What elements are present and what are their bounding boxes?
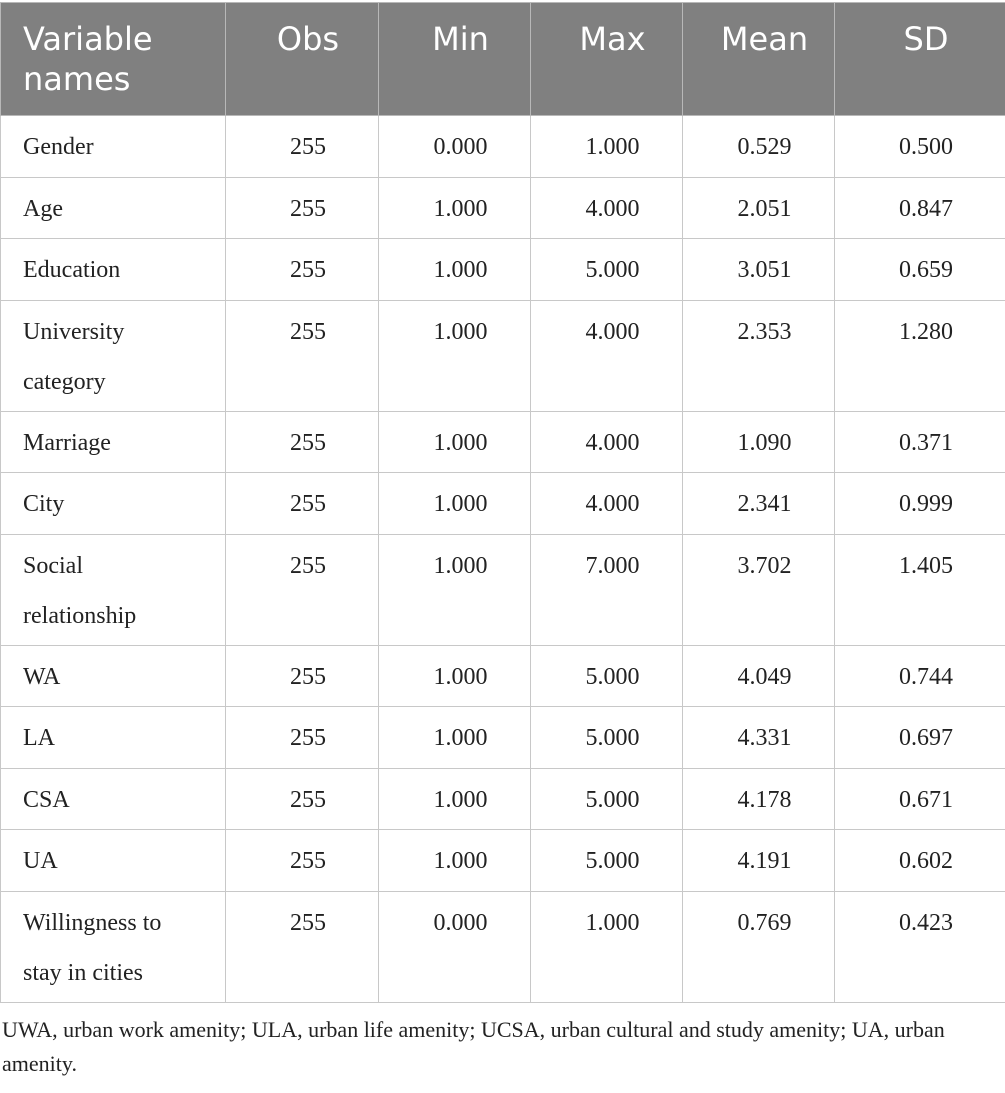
cell-obs: 255 [226, 645, 379, 707]
cell-mean: 2.353 [683, 300, 835, 411]
table-row [1, 473, 1005, 535]
cell-sd: 0.371 [835, 411, 1005, 473]
cell-obs: 255 [226, 473, 379, 535]
cell-obs: 255 [226, 830, 379, 892]
table-row [1, 707, 1005, 769]
table-row [1, 411, 1005, 473]
cell-obs: 255 [226, 411, 379, 473]
cell-min: 1.000 [379, 534, 531, 645]
cell-min: 1.000 [379, 473, 531, 535]
cell-min: 1.000 [379, 768, 531, 830]
cell-name: Education [1, 239, 226, 301]
cell-name: City [1, 473, 226, 535]
header-sd: SD [835, 3, 1005, 116]
header-min: Min [379, 3, 531, 116]
cell-min: 1.000 [379, 300, 531, 411]
cell-max: 5.000 [531, 645, 683, 707]
header-mean: Mean [683, 3, 835, 116]
cell-mean: 4.178 [683, 768, 835, 830]
cell-name: Willingness to stay in cities [1, 891, 226, 1002]
header-max: Max [531, 3, 683, 116]
header-row [1, 3, 1005, 116]
cell-name: WA [1, 645, 226, 707]
cell-mean: 4.049 [683, 645, 835, 707]
cell-max: 5.000 [531, 239, 683, 301]
cell-name: UA [1, 830, 226, 892]
cell-mean: 3.051 [683, 239, 835, 301]
cell-name: Social relationship [1, 534, 226, 645]
header-variable-names: Variable names [1, 3, 226, 116]
cell-min: 1.000 [379, 411, 531, 473]
cell-min: 1.000 [379, 177, 531, 239]
cell-sd: 0.671 [835, 768, 1005, 830]
cell-mean: 2.341 [683, 473, 835, 535]
table-row [1, 830, 1005, 892]
cell-sd: 0.602 [835, 830, 1005, 892]
cell-obs: 255 [226, 300, 379, 411]
cell-name: Age [1, 177, 226, 239]
cell-mean: 2.051 [683, 177, 835, 239]
cell-obs: 255 [226, 891, 379, 1002]
cell-mean: 0.529 [683, 116, 835, 178]
cell-sd: 0.999 [835, 473, 1005, 535]
table-row [1, 891, 1005, 1002]
cell-min: 1.000 [379, 239, 531, 301]
cell-max: 5.000 [531, 707, 683, 769]
cell-min: 0.000 [379, 891, 531, 1002]
cell-max: 4.000 [531, 473, 683, 535]
cell-obs: 255 [226, 239, 379, 301]
cell-max: 1.000 [531, 891, 683, 1002]
table-row [1, 239, 1005, 301]
cell-sd: 0.744 [835, 645, 1005, 707]
header-obs: Obs [226, 3, 379, 116]
cell-name: Marriage [1, 411, 226, 473]
cell-name: CSA [1, 768, 226, 830]
cell-name: University category [1, 300, 226, 411]
table-row [1, 768, 1005, 830]
table-row [1, 534, 1005, 645]
cell-mean: 4.191 [683, 830, 835, 892]
cell-sd: 0.847 [835, 177, 1005, 239]
cell-name: LA [1, 707, 226, 769]
table-row [1, 645, 1005, 707]
cell-obs: 255 [226, 177, 379, 239]
cell-sd: 0.697 [835, 707, 1005, 769]
cell-mean: 1.090 [683, 411, 835, 473]
cell-max: 4.000 [531, 300, 683, 411]
cell-min: 1.000 [379, 830, 531, 892]
cell-min: 0.000 [379, 116, 531, 178]
cell-obs: 255 [226, 116, 379, 178]
cell-mean: 3.702 [683, 534, 835, 645]
cell-sd: 1.405 [835, 534, 1005, 645]
cell-max: 5.000 [531, 830, 683, 892]
cell-max: 4.000 [531, 177, 683, 239]
cell-name: Gender [1, 116, 226, 178]
cell-max: 7.000 [531, 534, 683, 645]
cell-sd: 0.659 [835, 239, 1005, 301]
cell-sd: 0.500 [835, 116, 1005, 178]
cell-sd: 0.423 [835, 891, 1005, 1002]
cell-mean: 0.769 [683, 891, 835, 1002]
table-footnote: UWA, urban work amenity; ULA, urban life amenity; UCSA, urban cultural and study amenity; UA, urban amenity. [0, 1013, 1005, 1081]
cell-obs: 255 [226, 707, 379, 769]
descriptive-statistics-table [0, 2, 1005, 1003]
table-row [1, 116, 1005, 178]
cell-min: 1.000 [379, 707, 531, 769]
cell-max: 4.000 [531, 411, 683, 473]
cell-sd: 1.280 [835, 300, 1005, 411]
table-row [1, 300, 1005, 411]
cell-mean: 4.331 [683, 707, 835, 769]
cell-max: 5.000 [531, 768, 683, 830]
table-row [1, 177, 1005, 239]
cell-min: 1.000 [379, 645, 531, 707]
cell-max: 1.000 [531, 116, 683, 178]
cell-obs: 255 [226, 534, 379, 645]
cell-obs: 255 [226, 768, 379, 830]
